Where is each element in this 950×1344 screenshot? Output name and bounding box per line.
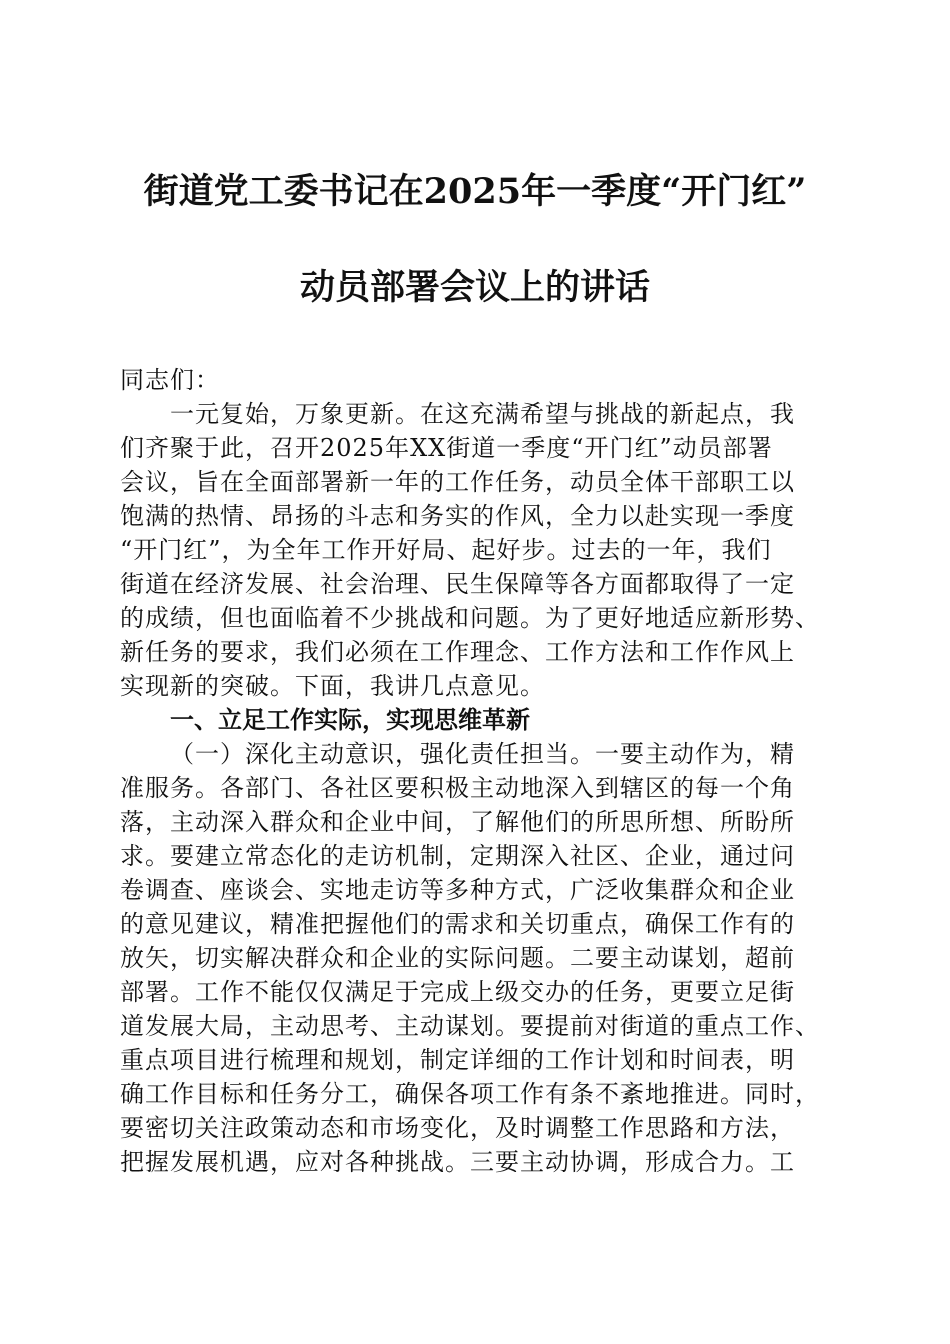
- paragraph-line: 要密切关注政策动态和市场变化，及时调整工作思路和方法，: [120, 1114, 795, 1142]
- paragraph-line: 饱满的热情、昂扬的斗志和务实的作风，全力以赴实现一季度: [120, 502, 795, 530]
- paragraph-line: 放矢，切实解决群众和企业的实际问题。二要主动谋划，超前: [120, 944, 795, 972]
- paragraph-line: 一元复始，万象更新。在这充满希望与挑战的新起点，我: [170, 400, 795, 428]
- paragraph-line: 落，主动深入群众和企业中间，了解他们的所思所想、所盼所: [120, 808, 795, 836]
- paragraph-line: 卷调查、座谈会、实地走访等多种方式，广泛收集群众和企业: [120, 876, 795, 904]
- paragraph-line: 求。要建立常态化的走访机制，定期深入社区、企业，通过问: [120, 842, 795, 870]
- paragraph-line: 新任务的要求，我们必须在工作理念、工作方法和工作作风上: [120, 638, 795, 666]
- paragraph-line: 重点项目进行梳理和规划，制定详细的工作计划和时间表，明: [120, 1046, 795, 1074]
- salutation: 同志们：: [120, 366, 220, 394]
- paragraph-line: 确工作目标和任务分工，确保各项工作有条不紊地推进。同时，: [120, 1080, 820, 1108]
- section-heading: 一、立足工作实际，实现思维革新: [170, 706, 530, 734]
- paragraph-line: 实现新的突破。下面，我讲几点意见。: [120, 672, 545, 700]
- paragraph-line: 的意见建议，精准把握他们的需求和关切重点，确保工作有的: [120, 910, 795, 938]
- paragraph-line: 部署。工作不能仅仅满足于完成上级交办的任务，更要立足街: [120, 978, 795, 1006]
- paragraph-line: （一）深化主动意识，强化责任担当。一要主动作为，精: [170, 740, 795, 768]
- paragraph-line: 街道在经济发展、社会治理、民生保障等各方面都取得了一定: [120, 570, 795, 598]
- paragraph-line: 道发展大局，主动思考、主动谋划。要提前对街道的重点工作、: [120, 1012, 820, 1040]
- document-title-line-1: 街道党工委书记在2025年一季度“开门红”: [143, 171, 807, 212]
- paragraph-line: 把握发展机遇，应对各种挑战。三要主动协调，形成合力。工: [120, 1148, 795, 1176]
- paragraph-line: 的成绩，但也面临着不少挑战和问题。为了更好地适应新形势、: [120, 604, 820, 632]
- paragraph-line: “开门红”，为全年工作开好局、起好步。过去的一年，我们: [120, 536, 772, 564]
- paragraph-line: 会议，旨在全面部署新一年的工作任务，动员全体干部职工以: [120, 468, 795, 496]
- paragraph-line: 们齐聚于此，召开2025年XX街道一季度“开门红”动员部署: [120, 434, 773, 462]
- document-title-line-2: 动员部署会议上的讲话: [299, 267, 650, 308]
- paragraph-line: 准服务。各部门、各社区要积极主动地深入到辖区的每一个角: [120, 774, 795, 802]
